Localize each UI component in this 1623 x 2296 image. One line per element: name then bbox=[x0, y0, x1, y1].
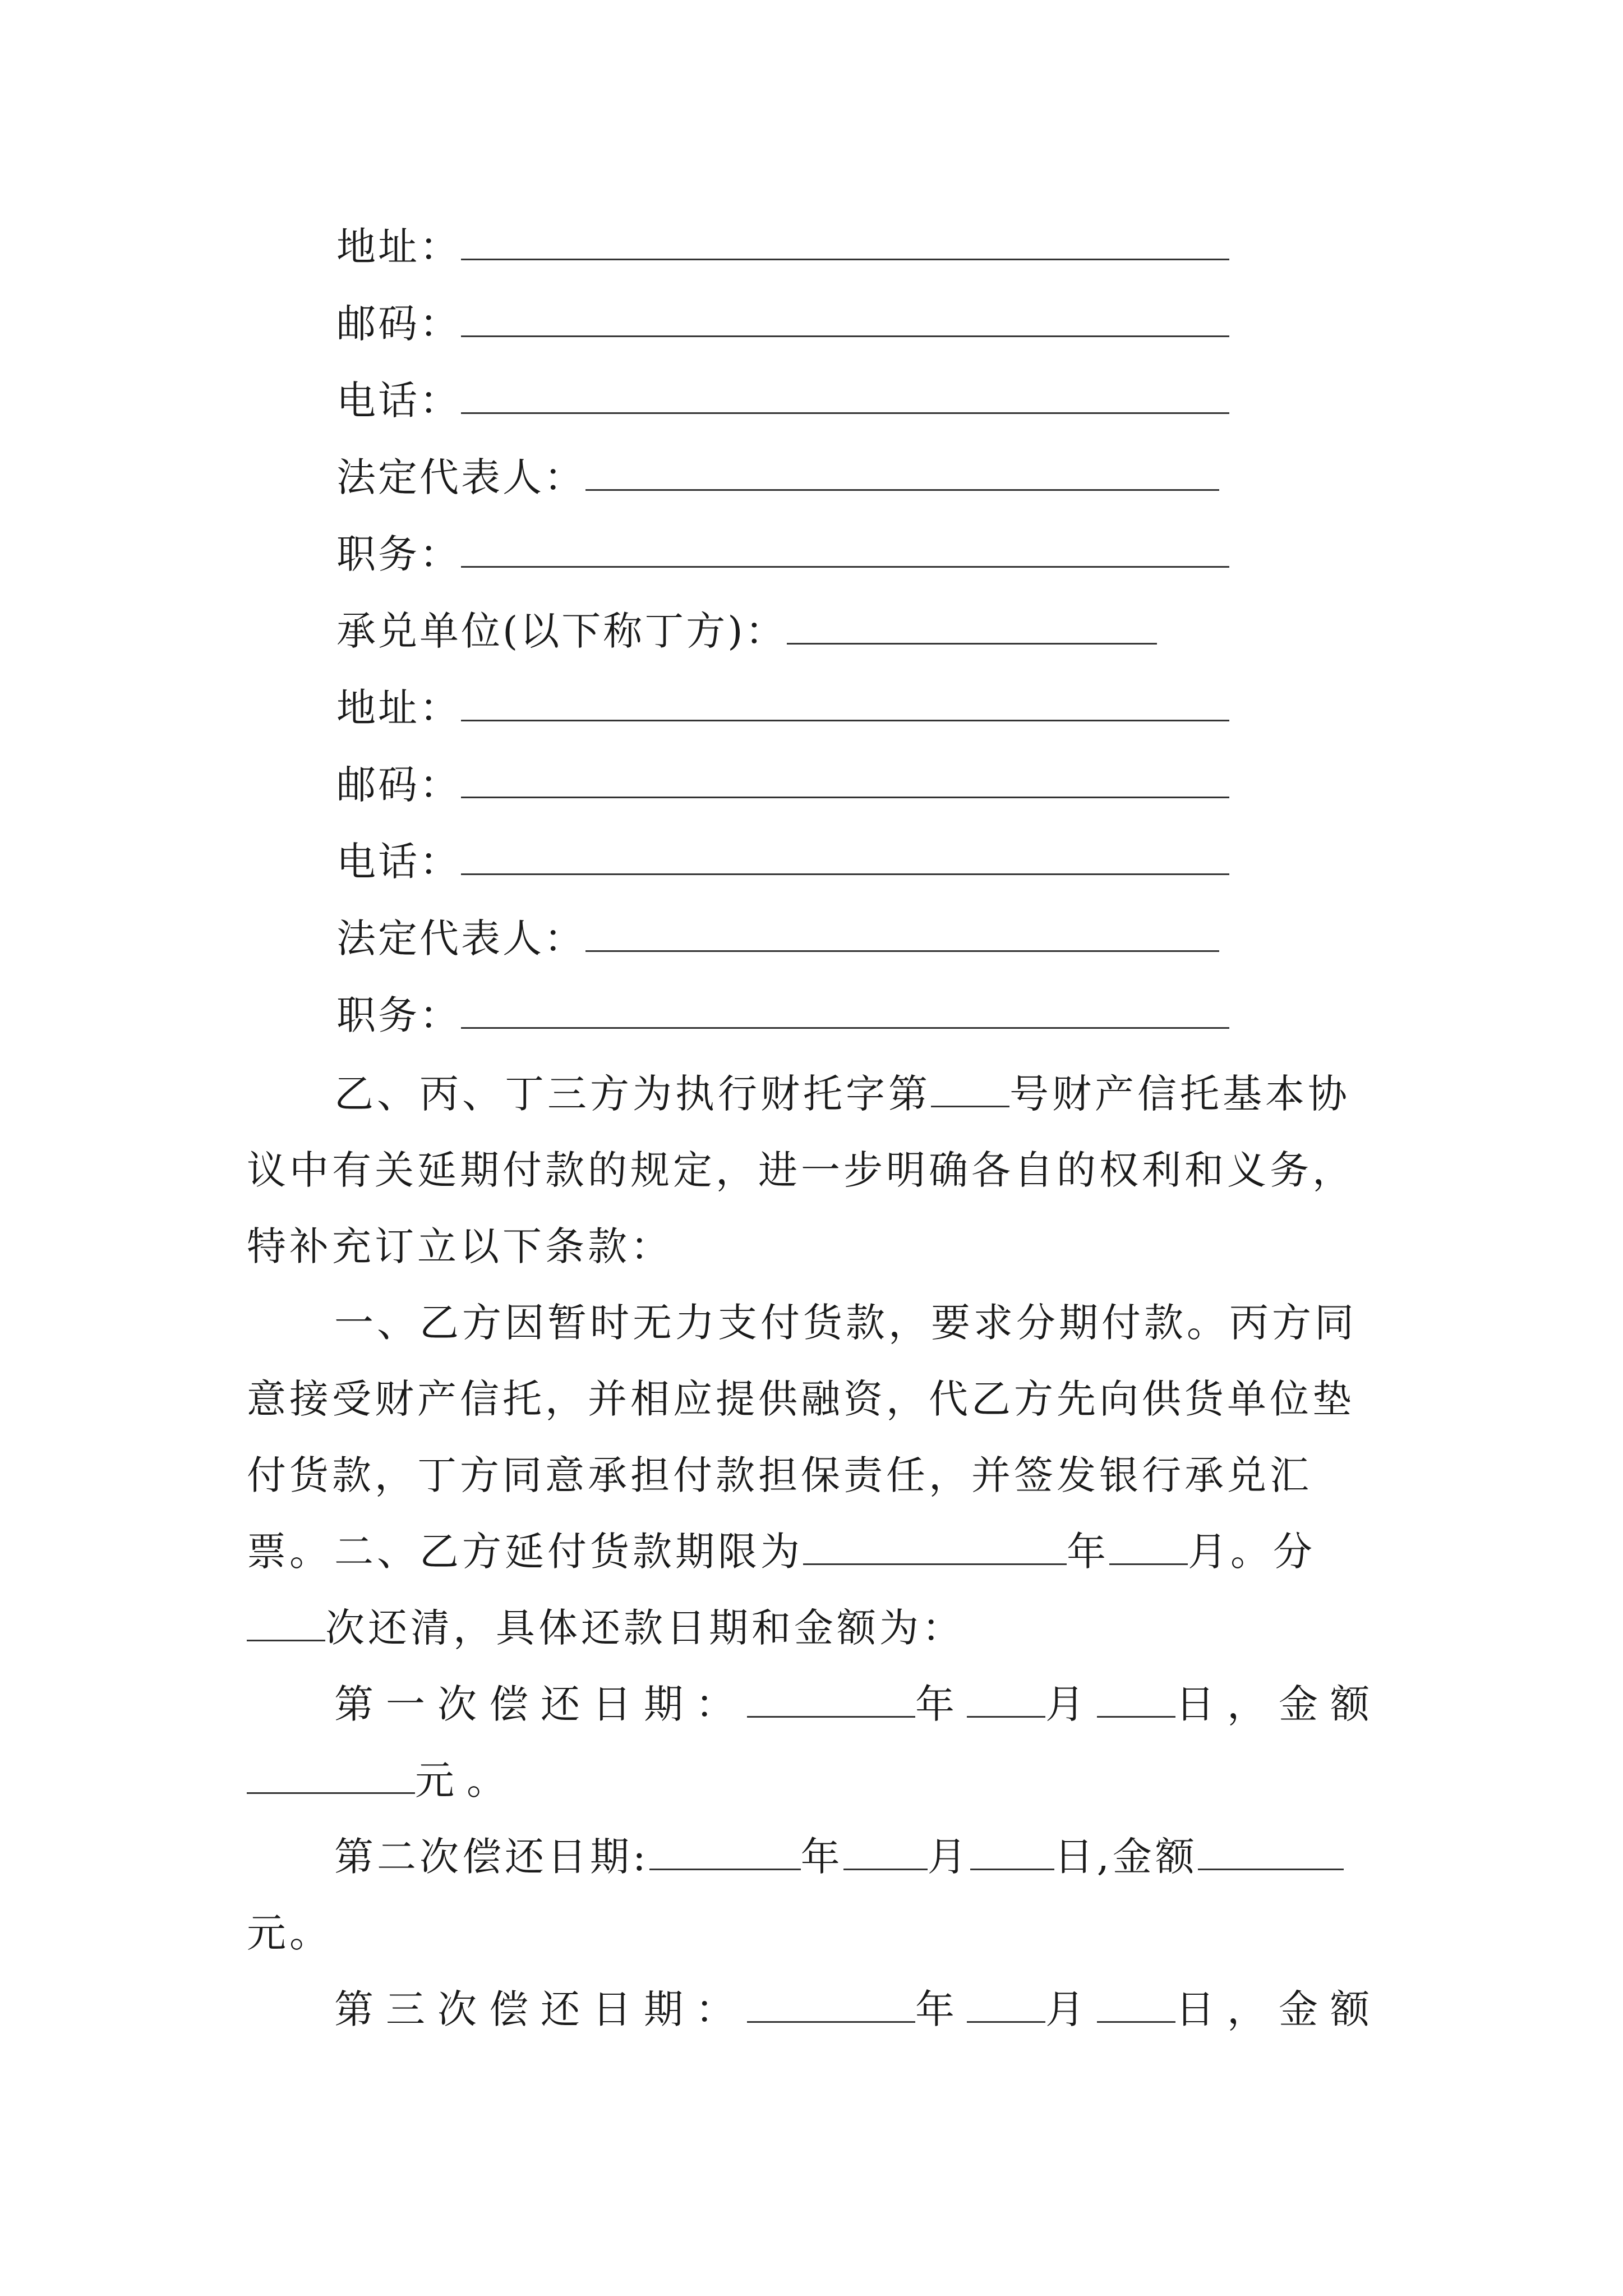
postcode-blank bbox=[461, 297, 1229, 337]
address-blank bbox=[461, 682, 1229, 721]
address-label: 地址： bbox=[336, 224, 461, 270]
party-d-phone-row bbox=[336, 834, 1234, 890]
party-c-postcode-row bbox=[336, 296, 1234, 352]
party-c-title-row bbox=[336, 526, 1234, 582]
installment-2-month-blank bbox=[843, 1835, 928, 1870]
installment-3-day-blank bbox=[1097, 1987, 1175, 2023]
preamble-part1: 乙、丙、丁三方为执行财托字第 bbox=[334, 1071, 931, 1117]
phone-blank bbox=[461, 374, 1229, 414]
installment-3-year: 年 bbox=[915, 1986, 967, 2032]
clause-2-part2: 次还清，具体还款日期和金额为： bbox=[325, 1605, 965, 1651]
clause-2-paragraph bbox=[247, 1513, 1391, 1666]
party-d-address-row bbox=[336, 680, 1234, 736]
clause-2-year: 年 bbox=[1067, 1529, 1109, 1575]
installment-2-amount-blank bbox=[1198, 1835, 1344, 1870]
party-d-name-blank bbox=[787, 605, 1157, 645]
preamble-part2: 号财产信托基本协议中有关延期付款的规定，进一步明确各自的权利和义务，特补充订立以下条款： bbox=[247, 1071, 1355, 1269]
installment-2-day: 日,金额 bbox=[1054, 1834, 1198, 1880]
installment-1-month-blank bbox=[967, 1682, 1045, 1718]
installment-3 bbox=[247, 1971, 1391, 2047]
party-d-postcode-row bbox=[336, 757, 1234, 813]
installment-2-year: 年 bbox=[800, 1834, 843, 1880]
legal-rep-label: 法定代表人： bbox=[336, 915, 585, 961]
deferral-period-blank bbox=[803, 1530, 1067, 1565]
title-label: 职务： bbox=[336, 531, 461, 577]
installment-3-label: 第三次偿还日期： bbox=[334, 1986, 747, 2032]
title-blank bbox=[461, 528, 1229, 568]
party-c-legal-rep-row bbox=[336, 449, 1234, 505]
installment-1-day-blank bbox=[1097, 1682, 1175, 1718]
installment-1 bbox=[247, 1666, 1391, 1819]
installment-1-year-blank bbox=[747, 1682, 915, 1718]
phone-label: 电话： bbox=[336, 378, 461, 424]
party-d-heading-row bbox=[336, 603, 1234, 659]
installment-2-year-blank bbox=[649, 1835, 801, 1870]
phone-blank bbox=[461, 835, 1229, 875]
title-blank bbox=[461, 989, 1229, 1029]
installment-3-month: 月 bbox=[1045, 1986, 1097, 2032]
party-d-heading: 承兑单位(以下称丁方)： bbox=[336, 608, 787, 654]
clause-2-part1: 二、乙方延付货款期限为 bbox=[334, 1529, 803, 1575]
installment-1-label: 第一次偿还日期： bbox=[334, 1681, 747, 1727]
address-blank bbox=[461, 220, 1229, 260]
installment-2 bbox=[247, 1819, 1391, 1971]
installment-2-month: 月 bbox=[927, 1834, 970, 1880]
party-d-title-row bbox=[336, 987, 1234, 1043]
installment-3-month-blank bbox=[967, 1987, 1045, 2023]
installment-count-blank bbox=[247, 1606, 325, 1641]
installment-2-label: 第二次偿还日期: bbox=[334, 1834, 649, 1880]
party-c-address-row bbox=[336, 219, 1234, 275]
legal-rep-label: 法定代表人： bbox=[336, 454, 585, 500]
installment-1-year: 年 bbox=[915, 1681, 967, 1727]
installment-1-amount-blank bbox=[247, 1759, 415, 1794]
phone-label: 电话： bbox=[336, 839, 461, 885]
installment-1-unit: 元。 bbox=[415, 1757, 518, 1803]
postcode-label: 邮码： bbox=[336, 762, 461, 808]
agreement-number-blank bbox=[931, 1072, 1009, 1107]
title-label: 职务： bbox=[336, 992, 461, 1038]
deferral-month-blank bbox=[1109, 1530, 1188, 1565]
installment-3-day: 日，金额 bbox=[1175, 1986, 1382, 2032]
installment-3-year-blank bbox=[747, 1987, 915, 2023]
installment-1-day: 日，金额 bbox=[1175, 1681, 1382, 1727]
legal-rep-blank bbox=[585, 912, 1219, 952]
legal-rep-blank bbox=[585, 451, 1219, 491]
clause-1-text: 一、乙方因暂时无力支付货款，要求分期付款。丙方同意接受财产信托，并相应提供融资，代乙方先向供货单位垫付货款，丁方同意承担付款担保责任，并签发银行承兑汇票。 bbox=[247, 1300, 1357, 1575]
clause-2-month: 月。分 bbox=[1188, 1529, 1316, 1575]
installment-2-unit: 元。 bbox=[247, 1910, 332, 1956]
party-c-phone-row bbox=[336, 372, 1234, 429]
party-d-legal-rep-row bbox=[336, 910, 1234, 967]
postcode-blank bbox=[461, 758, 1229, 798]
address-label: 地址： bbox=[336, 685, 461, 731]
postcode-label: 邮码： bbox=[336, 301, 461, 347]
installment-2-day-blank bbox=[970, 1835, 1054, 1870]
preamble-paragraph bbox=[247, 1056, 1391, 1285]
installment-1-month: 月 bbox=[1045, 1681, 1097, 1727]
